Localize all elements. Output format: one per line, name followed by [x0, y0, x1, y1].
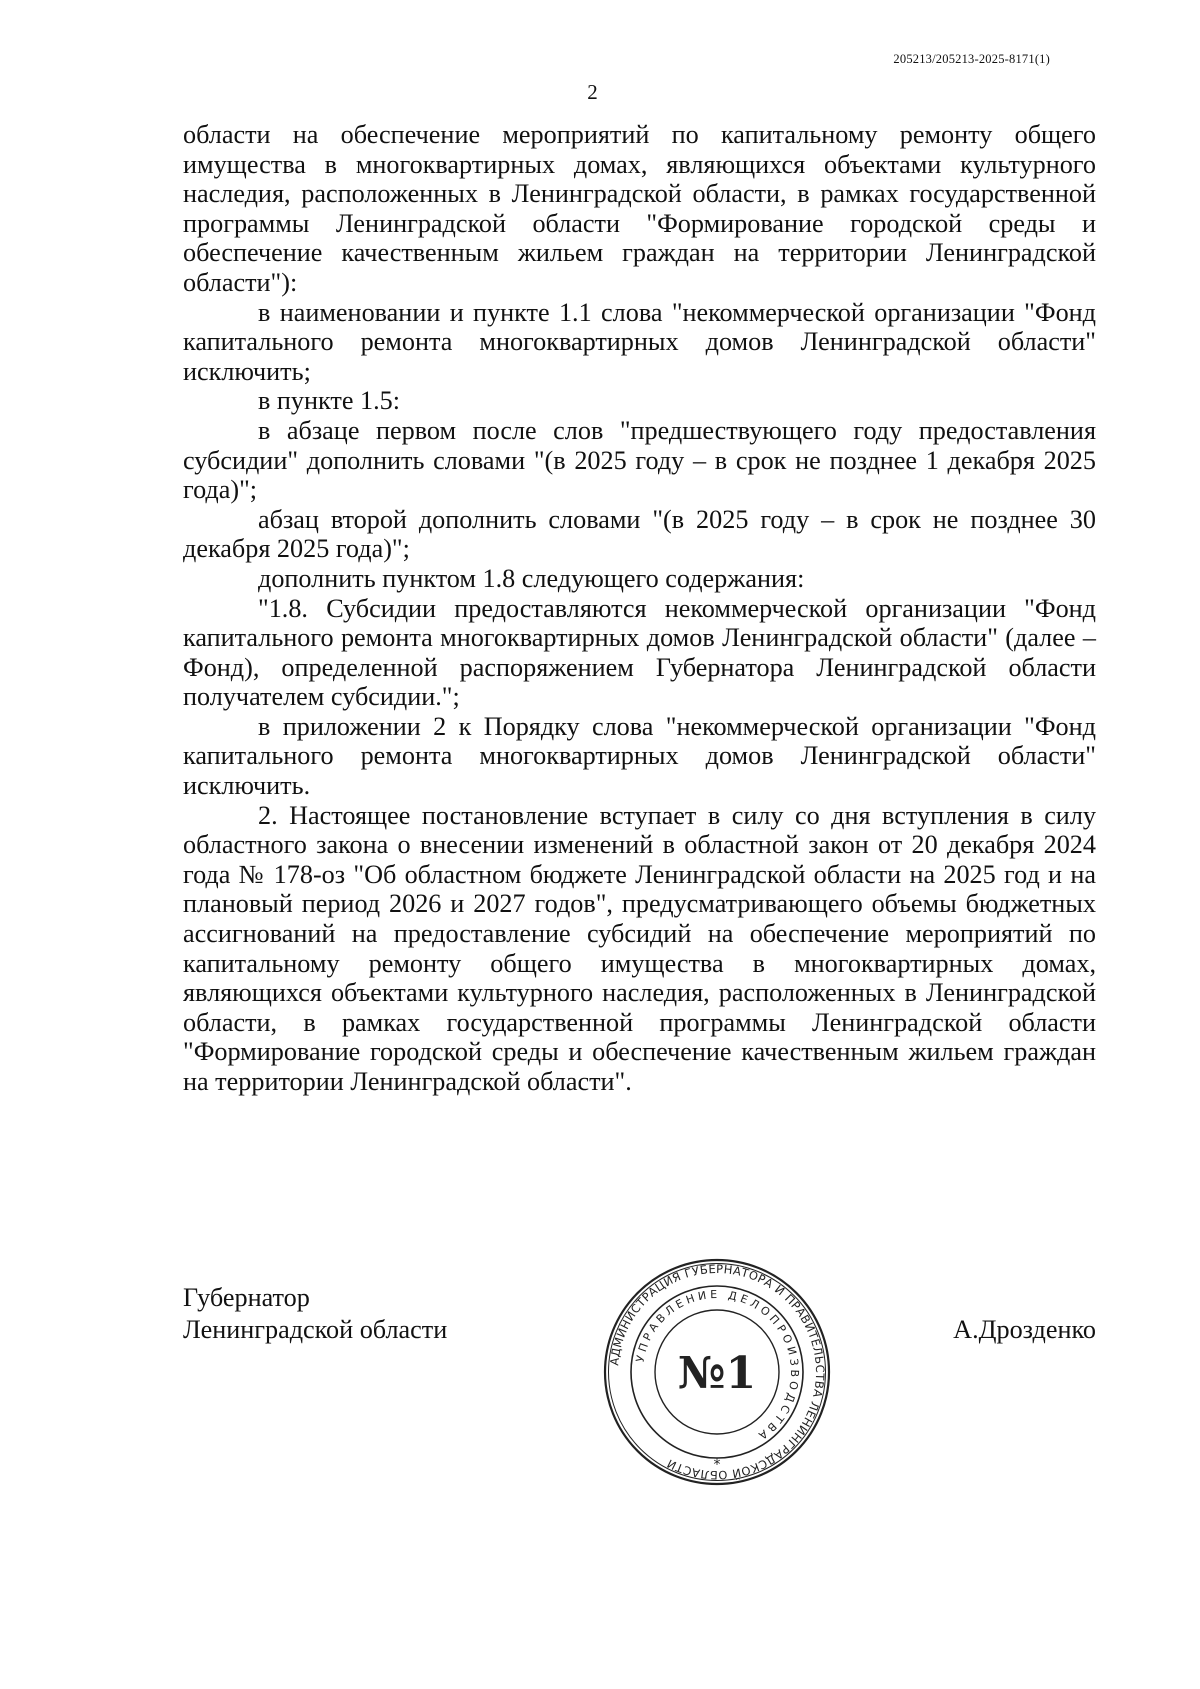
signatory-position-line1: Губернатор [183, 1283, 310, 1312]
paragraph-name-change: в наименовании и пункте 1.1 слова "некоммерческой организации "Фонд капитального ремонта многоквартирных домов Ленинградской области" исключить; [183, 297, 1096, 386]
paragraph-item-1-8-text: "1.8. Субсидии предоставляются некоммерческой организации "Фонд капитального ремонта многоквартирных домов Ленинградской области" (далее – Фонд), определенной распоряжением Губернатора Ленинградской области получателем субсидии."; [183, 593, 1096, 712]
seal-number: №1 [677, 1348, 757, 1399]
signatory-position-line2: Ленинградской области [183, 1315, 448, 1344]
seal-inner-text: УПРАВЛЕНИЕ ДЕЛОПРОИЗВОДСТВА [633, 1287, 802, 1444]
paragraph-entry-into-force: 2. Настоящее постановление вступает в силу со дня вступления в силу областного закона о внесении изменений в областной закон от 20 декабря 2024 года № 178-оз "Об областном бюджете Ленинградской области на 2025 год и на плановый период 2026 и 2027 годов", предусматривающего объемы бюджетных ассигнований на предоставление субсидий на обеспечение мероприятий по капитальному ремонту общего имущества в многоквартирных домах, являющихся объектами культурного наследия, расположенных в Ленинградской области, в рамках государственной программы Ленинградской области "Формирование городской среды и обеспечение качественным жильем граждан на территории Ленинградской области". [183, 800, 1096, 1096]
paragraph-item-1-5: в пункте 1.5: [258, 386, 401, 416]
document-registration-number: 205213/205213-2025-8171(1) [893, 52, 1050, 66]
page-number: 2 [587, 80, 598, 104]
document-body [183, 120, 1096, 1097]
paragraph-add-item-1-8: дополнить пунктом 1.8 следующего содержания: [258, 563, 805, 593]
signatory-name: А.Дрозденко [953, 1315, 1096, 1344]
paragraph-appendix-2: в приложении 2 к Порядку слова "некоммерческой организации "Фонд капитального ремонта многоквартирных домов Ленинградской области" исключить. [183, 711, 1096, 801]
official-seal [602, 1257, 832, 1487]
paragraph-first-abzac: в абзаце первом после слов "предшествующего году предоставления субсидии" дополнить словами "(в 2025 году – в срок не позднее 1 декабря 2025 года)"; [183, 415, 1096, 505]
paragraph-continuation: области на обеспечение мероприятий по капитальному ремонту общего имущества в многоквартирных домах, являющихся объектами культурного наследия, расположенных в Ленинградской области, в рамках государственной программы Ленинградской области "Формирование городской среды и обеспечение качественным жильем граждан на территории Ленинградской области"): [183, 120, 1096, 297]
signatory-position [183, 1282, 447, 1346]
seal-outer-text: АДМИНИСТРАЦИЯ ГУБЕРНАТОРА И ПРАВИТЕЛЬСТВА ЛЕНИНГРАДСКОЙ ОБЛАСТИ [607, 1261, 828, 1483]
paragraph-second-abzac: абзац второй дополнить словами "(в 2025 году – в срок не позднее 30 декабря 2025 года)"; [183, 504, 1096, 564]
seal-star-icon: * [713, 1457, 721, 1473]
